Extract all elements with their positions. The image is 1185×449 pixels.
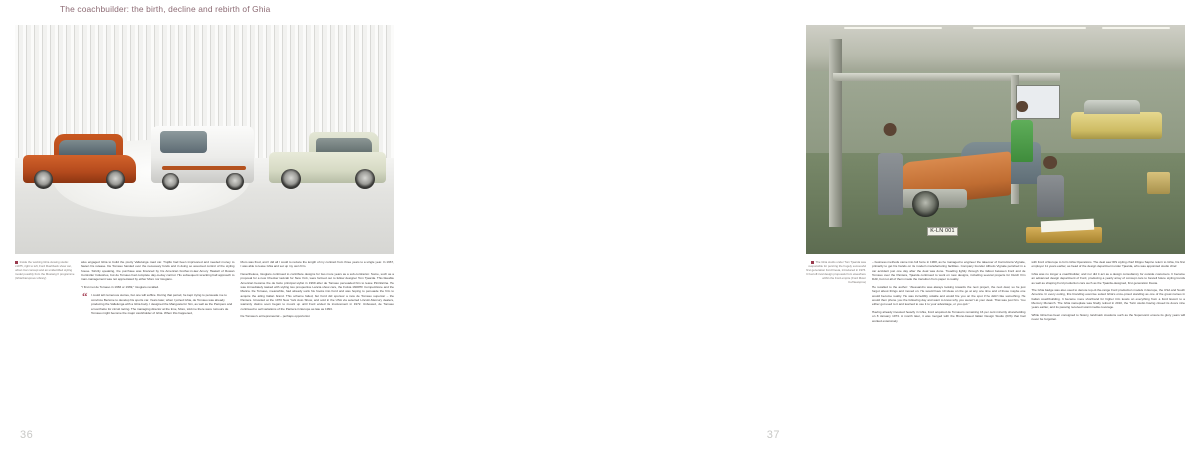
- running-head: The coachbuilder: the birth, decline and rebirth of Ghia: [60, 4, 271, 14]
- page-number-right: 37: [766, 429, 780, 441]
- figure-head: [884, 123, 897, 136]
- quote-mark-icon: “: [82, 291, 88, 304]
- ceiling-light: [844, 27, 943, 29]
- car-wheel: [34, 170, 53, 189]
- studio-ceiling: [806, 25, 1185, 75]
- figure-torso: [1037, 175, 1064, 217]
- figure-torso: [1011, 120, 1034, 162]
- left-column-2: [241, 260, 395, 419]
- car-wheel: [226, 173, 243, 190]
- clay-model-wheel: [912, 191, 939, 218]
- background-yellow-car: [1071, 112, 1162, 139]
- body-paragraph: Ghia was no longer a coachbuilder, and nor did it act as a design consultancy for outside customers. It became an advanced design department of Ford, producing a yearly array of concept cars to foretell future styling trends as well as shaping Ford production cars such as the Tjaarda-designed, first generation Fiesta.: [1031, 271, 1185, 285]
- caption-text: Inside the working Ghia viewing studio: c1975, right to left, Ford Flashback show car, urban Car concept and an unidentified styling model possibly from the Mustang II programme (Ghia/Carsprove Library): [15, 260, 75, 281]
- drawing-paper: [1041, 218, 1095, 232]
- figure-head: [1044, 156, 1058, 170]
- body-paragraph: – business methods came into full force in 1968, as he managed to engineer the takeover of Carrozzeria Vignale, primarily to get his hands on its modern manufacturing facilities. Company founder Alfredo Vignale perished in a car accident just one day after the deal was done. Treading lightly through the fallout between Ford and de Tomaso over the Pantera, Tjaarda continued to work on new designs, including several projects for Dutch firm DAF, but not all of them made the transition from paper to reality.: [872, 260, 1026, 282]
- left-page: [0, 0, 400, 449]
- car-orange-coupe: [23, 137, 137, 183]
- photo-ghia-design-studio: [806, 25, 1185, 254]
- figure-torso: [878, 153, 903, 215]
- body-paragraph: "I first met de Tomaso in 1966 or 1969," Giugiaro recalled.: [81, 284, 159, 289]
- body-paragraph: with Ford of Europe to form Ghia Operations. The deal saw IDS styling chief Filippo Sapino return to Ghia, his first employer 11 years earlier, as head of the design department under Tjaarda, who was appointed studio chief.: [1031, 260, 1185, 269]
- measuring-gantry: [829, 39, 842, 227]
- car-side-stripe: [162, 166, 246, 170]
- ceiling-light: [973, 27, 1087, 29]
- photo-caption-right: [806, 260, 866, 419]
- storage-drum: [1147, 172, 1170, 195]
- car-wheel: [281, 169, 301, 189]
- body-paragraph: He recalled to the author: "Alessandro was always looking towards the next project, the next deal, so he just forgot about things and moved on. He would have 10 ideas on the go at any one time and of those maybe one would become reality. He was incredibly volatile and would fire you on the spot if he didn't like something. He would then phone you the following day and want to know why you weren't at your desk. That was just him. You either got used to it and learned to use it to your advantage, or you quit.": [872, 284, 1026, 307]
- pull-quote: [81, 293, 235, 316]
- car-wheel: [106, 170, 125, 189]
- body-paragraph: Nevertheless, Giugiaro continued to contribute designs for two more years as a sub-contractor. Some, such as a proposal for a new Checker taxicab for New York, were farmed out to fellow designer Tom Tjaarda. This likeable American became the de facto principal stylist in 1969 after de Tomaso persuaded him to leave Pininfarina. He was immediately tasked with styling two prospective Lancia show cars, the Fulvia 1600HF Competizione and the Marica. De Tomaso, meanwhile, had already sunk his hooks into Ford and was hoping to persuade the firm to acquire the ailing Italian brand. This scheme failed, but Ford did sponsor a new de Tomaso supercar – the Pantera. Unveiled at the 1970 New York Auto Show, and sold in the USA via selected Lincoln-Mercury dealers, warranty claims soon began to mount up until Ford ended its involvement in 1972. Unbowed, de Tomaso continued to sell variations of the Pantera in Europe as late as 1993.: [240, 271, 394, 311]
- page-number-left: 36: [20, 429, 34, 441]
- license-plate: K-LN 001: [927, 227, 957, 236]
- right-column-2: [1032, 260, 1185, 419]
- caption-paragraph: [15, 260, 75, 280]
- ceiling-light: [1102, 27, 1170, 29]
- footer-strip: [0, 433, 800, 437]
- designer-figure-seated: [1037, 156, 1064, 218]
- body-paragraph: The Ghia badge was also used to denote top-of-the-range Ford production models in Europe, the USA and South America. In every outing, this branding exercise suited Ghia's once-proud standing as one of the great names in Italian coachbuilding. It became mere shorthand for higher trim levels on everything from a Ford Escort to a Mercury Monarch. The Ghia nameplate was finally retired in 2010, the Turin studio having closed its doors nine years earlier, and its passing received scant media coverage.: [1031, 288, 1185, 310]
- photo-caption-left: [15, 260, 75, 419]
- left-column-1: [81, 260, 235, 419]
- caption-paragraph: [806, 260, 866, 285]
- designer-figure: [878, 123, 903, 215]
- car-white-van: [151, 126, 253, 183]
- body-paragraph: Having already invested heavily in Ghia, Ford acquired de Tomaso's remaining 16 per cent minority shareholding on 8 January 1973. A month later, it was merged with the Bruno-based Italian Design Studio (IDS) that had worked extensively: [872, 309, 1026, 323]
- designer-figure-green-top: [1011, 101, 1034, 163]
- body-paragraph: also engaged Ghia to build the pretty Vallelunga road car. Trujillo had been imprisoned and needed money to fasten his release. De Tomaso handed over the necessary funds and in doing so assumed control of the styling house. Strictly speaking, the purchase was financed by his American brother-in-law Amory Haskell of Rowan Controller Industries, but de Tomaso had complete day-to-day control. His subsequent wrecking ball approach to man-management was not appreciated by either Moro nor Giugiaro.: [81, 260, 235, 282]
- figure-head: [1016, 101, 1028, 113]
- pull-quote-text: I could tell numerous stories, but one will suffice. During that period, he kept trying to persuade me to convince Bertone to develop his sports car. Years later, when I joined Ghia, de Tomaso was already producing the Vallelunga with a Ghia body. I designed the Mangusta for him, as well as the Pampero and a Isorchetto for circuit racing. The managing director at the time, Moro, told me there were rumours de Tomaso might become the major stockholder of Ghia. When this happened,: [91, 293, 233, 316]
- right-page: [400, 0, 1185, 449]
- photo-ghia-concept-cars: [15, 25, 394, 254]
- left-page-text: [15, 260, 394, 419]
- body-paragraph: While Ghia has been consigned to history, landmark creations such as the Supersonic ensure its glory years will never be forgotten.: [1031, 313, 1185, 322]
- car-windscreen: [59, 140, 116, 156]
- right-page-text: [806, 260, 1185, 419]
- car-wheel: [355, 169, 375, 189]
- caption-text: The Ghia studio under Tom Tjaarda was responsible for penning the hugely successful first generation Ford Fiesta, introduced in 1976. It had off-rival design proposals from elsewhere within the Ford empire (Ford Motor Co/Newsprss): [806, 260, 866, 285]
- car-windscreen: [160, 131, 207, 153]
- body-paragraph: Moro was fired, and I did all I could to reduce the length of my contract from three years to a single year. In 1967, I was able to leave Ghia and set up my own firm.: [240, 260, 394, 269]
- body-paragraph: De Tomaso's entrepreneurial – perhaps opportunist: [240, 314, 310, 319]
- car-pale-green-coupe: [269, 135, 386, 183]
- overhead-rail: [833, 73, 1060, 81]
- right-column-1: [872, 260, 1026, 419]
